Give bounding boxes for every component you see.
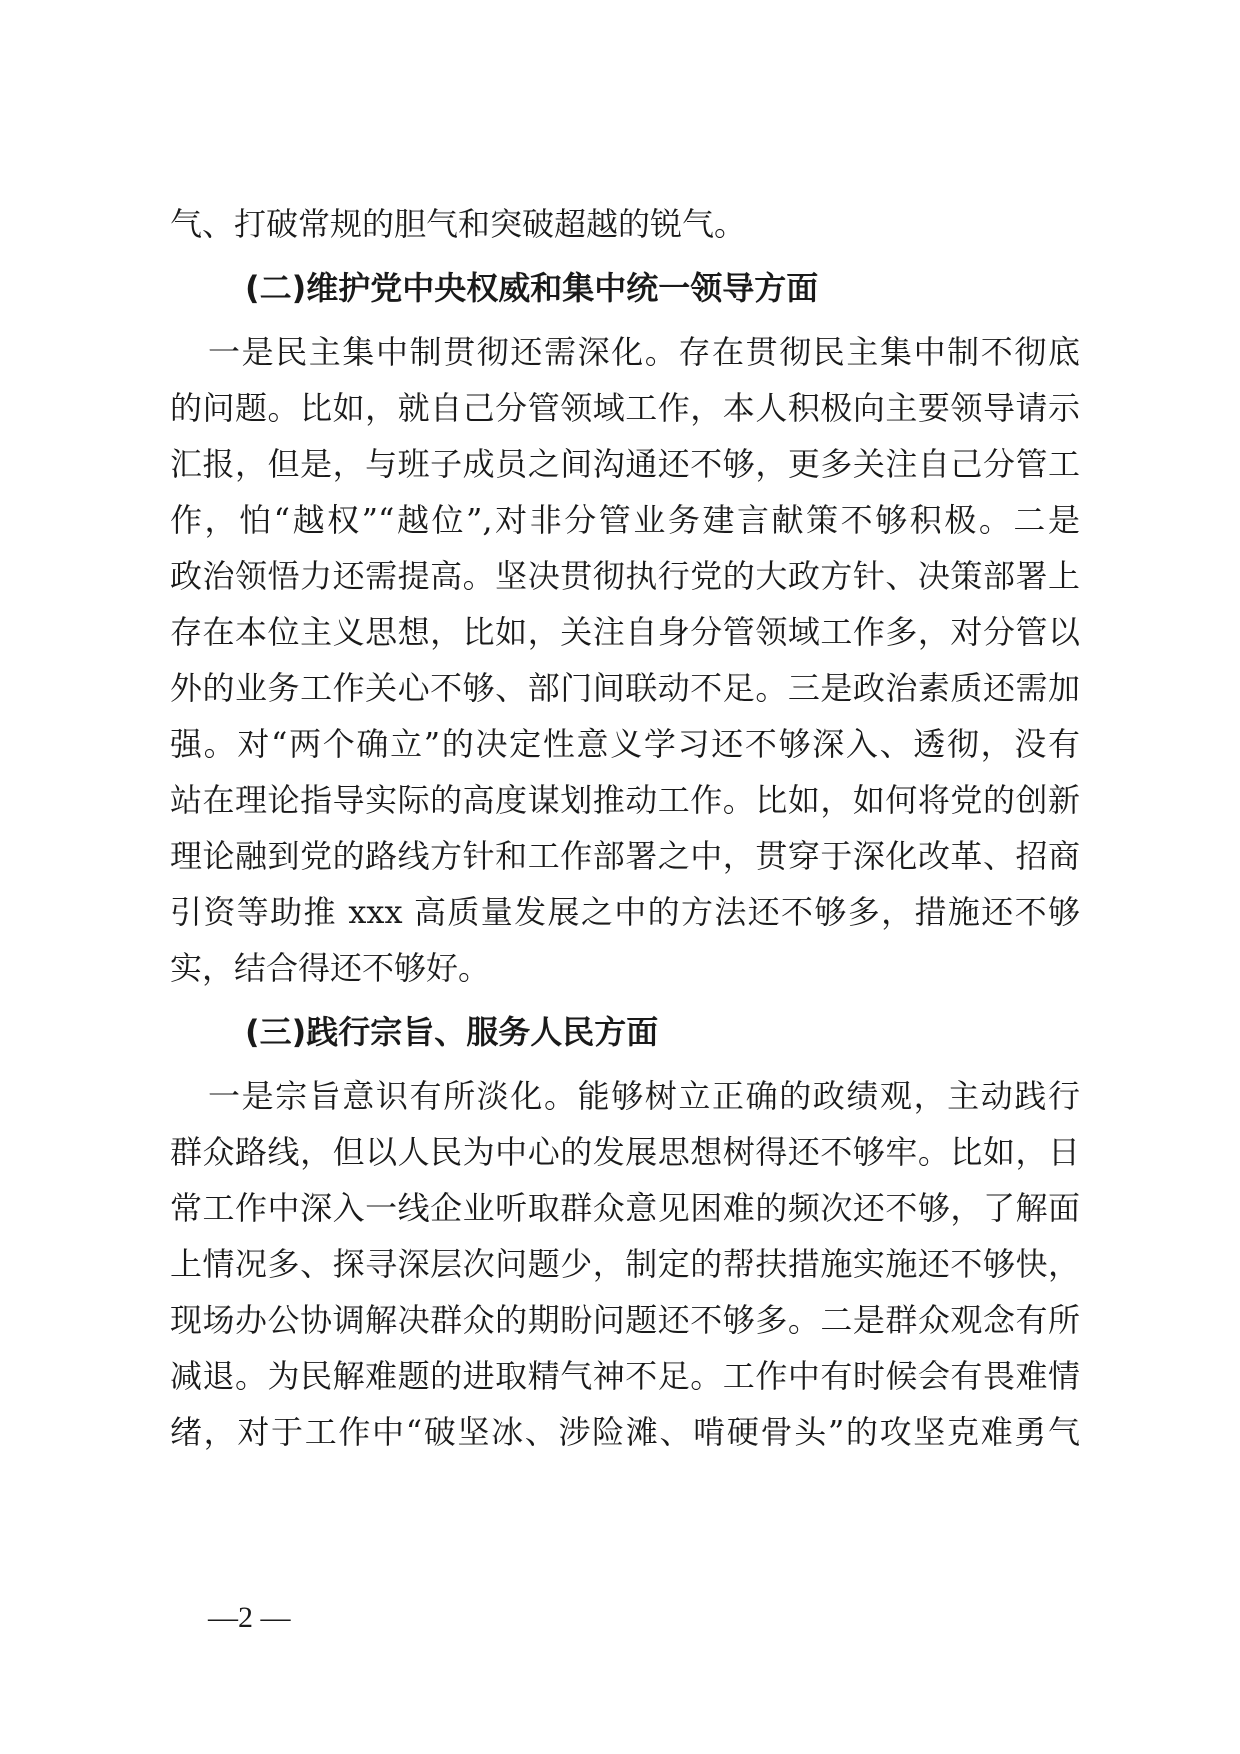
paragraph-line: 一是民主集中制贯彻还需深化。存在贯彻民主集中制不彻底 — [208, 333, 1080, 371]
paragraph-line: 上情况多、探寻深层次问题少，制定的帮扶措施实施还不够快， — [170, 1245, 1080, 1283]
paragraph-line: 减退。为民解难题的进取精气神不足。工作中有时候会有畏难情 — [170, 1357, 1080, 1395]
paragraph-line: 实，结合得还不够好。 — [170, 949, 491, 987]
paragraph-line: 群众路线，但以人民为中心的发展思想树得还不够牢。比如，日 — [170, 1133, 1080, 1171]
paragraph-line: 强。对“两个确立”的决定性意义学习还不够深入、透彻，没有 — [170, 725, 1080, 763]
paragraph-line: 常工作中深入一线企业听取群众意见困难的频次还不够，了解面 — [170, 1189, 1080, 1227]
section-heading-3: (三)践行宗旨、服务人民方面 — [245, 1013, 659, 1051]
section-heading-2: (二)维护党中央权威和集中统一领导方面 — [245, 269, 819, 307]
paragraph-line: 外的业务工作关心不够、部门间联动不足。三是政治素质还需加 — [170, 669, 1080, 707]
paragraph-line: 气、打破常规的胆气和突破超越的锐气。 — [170, 205, 747, 243]
paragraph-line: 绪，对于工作中“破坚冰、涉险滩、啃硬骨头”的攻坚克难勇气 — [170, 1413, 1080, 1451]
paragraph-line: 汇报，但是，与班子成员之间沟通还不够，更多关注自己分管工 — [170, 445, 1080, 483]
paragraph-line: 存在本位主义思想，比如，关注自身分管领域工作多，对分管以 — [170, 613, 1080, 651]
paragraph-line: 作，怕“越权”“越位”,对非分管业务建言献策不够积极。二是 — [170, 501, 1080, 539]
paragraph-line: 现场办公协调解决群众的期盼问题还不够多。二是群众观念有所 — [170, 1301, 1080, 1339]
paragraph-line: 的问题。比如，就自己分管领域工作，本人积极向主要领导请示 — [170, 389, 1080, 427]
paragraph-line: 引资等助推 xxx 高质量发展之中的方法还不够多，措施还不够 — [170, 893, 1080, 931]
paragraph-line: 站在理论指导实际的高度谋划推动工作。比如，如何将党的创新 — [170, 781, 1080, 819]
paragraph-line: 理论融到党的路线方针和工作部署之中，贯穿于深化改革、招商 — [170, 837, 1080, 875]
page-number: —2 — — [208, 1601, 291, 1634]
paragraph-line: 政治领悟力还需提高。坚决贯彻执行党的大政方针、决策部署上 — [170, 557, 1080, 595]
paragraph-line: 一是宗旨意识有所淡化。能够树立正确的政绩观，主动践行 — [208, 1077, 1080, 1115]
